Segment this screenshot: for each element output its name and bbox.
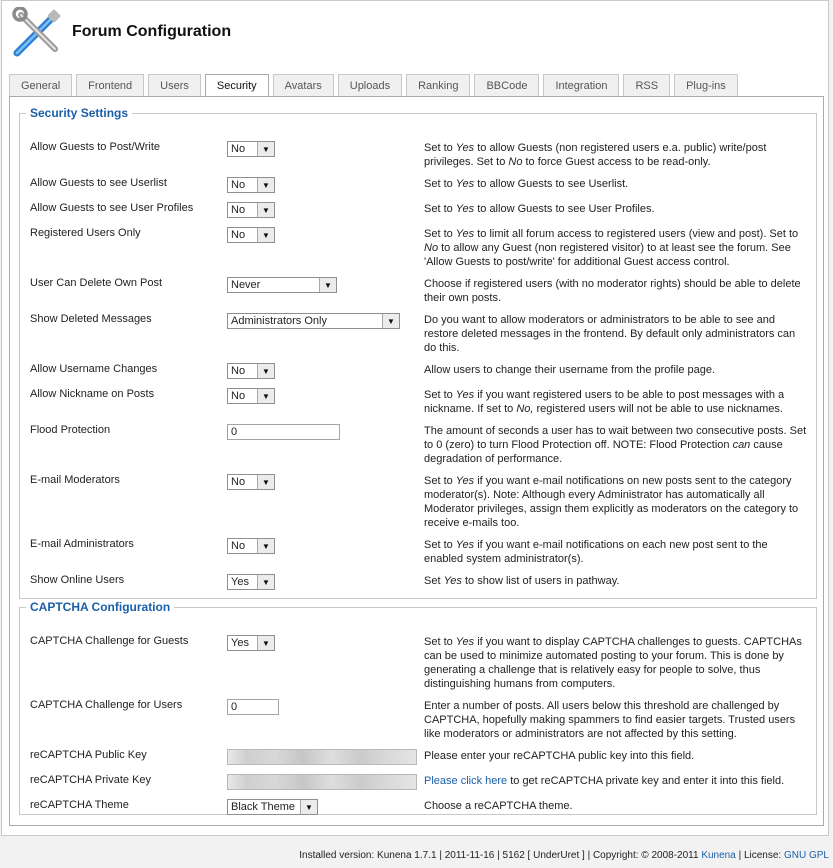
tab-rss[interactable]: RSS — [623, 74, 670, 96]
setting-description: Set to Yes if you want to display CAPTCHA challenges to guests. CAPTCHAs can be used to minimize automated posting to your forum. This is done by generating a challenge that is relatively easy for people to solve, thus distinguishing humans from computers. — [424, 636, 802, 690]
dropdown-arrow-icon: ▼ — [257, 636, 274, 650]
dropdown-arrow-icon: ▼ — [300, 800, 317, 814]
tab-general[interactable]: General — [9, 74, 72, 96]
select-value: No — [231, 390, 246, 402]
tab-plugins[interactable]: Plug-ins — [674, 74, 738, 96]
select-value: No — [231, 476, 246, 488]
email-moderators-select[interactable] — [227, 474, 275, 490]
select-value: No — [231, 204, 246, 216]
setting-label: Show Deleted Messages — [30, 313, 152, 325]
tab-security[interactable]: Security — [205, 74, 269, 98]
select-value: Yes — [231, 637, 249, 649]
setting-label: Show Online Users — [30, 574, 125, 586]
setting-description: The amount of seconds a user has to wait between two consecutive posts. Set to 0 (zero) to turn Flood Protection off. NOTE: Flood Protection can cause degradation of performance. — [424, 425, 807, 465]
show-deleted-select[interactable] — [227, 313, 400, 329]
setting-description: Allow users to change their username from the profile page. — [424, 364, 716, 376]
page-title: Forum Configuration — [72, 23, 232, 40]
delete-own-post-select[interactable] — [227, 277, 337, 293]
captcha-config-group — [19, 600, 817, 815]
header — [2, 1, 828, 65]
setting-description: Choose a reCAPTCHA theme. — [424, 800, 573, 812]
guests-post-select[interactable] — [227, 141, 275, 157]
email-administrators-select[interactable] — [227, 538, 275, 554]
show-online-users-select[interactable] — [227, 574, 275, 590]
setting-description: Enter a number of posts. All users below this threshold are challenged by CAPTCHA, hopefully making spammers to find easier targets. Trusted users like moderators or administrators are not affected by this setting. — [424, 700, 796, 740]
recaptcha-link[interactable]: Please click here — [424, 775, 508, 787]
setting-description: Set to Yes to limit all forum access to registered users (view and post). Set to No to allow any Guest (non registered visitor) to at least see the forum. See 'Allow Guests to post/write' for additional Guest access control. — [424, 228, 799, 268]
license-link[interactable]: GNU GPL — [783, 850, 829, 861]
select-value: No — [231, 229, 246, 241]
tab-ranking[interactable]: Ranking — [406, 74, 470, 96]
select-value: Never — [231, 279, 261, 291]
guests-userlist-select[interactable] — [227, 177, 275, 193]
tab-bar — [9, 74, 742, 97]
setting-label: E-mail Moderators — [30, 474, 120, 486]
setting-label: Allow Nickname on Posts — [30, 388, 155, 400]
setting-description: Please click here to get reCAPTCHA private key and enter it into this field. — [424, 775, 785, 787]
kunena-link[interactable]: Kunena — [701, 850, 736, 861]
select-value: Administrators Only — [231, 315, 327, 327]
tab-bbcode[interactable]: BBCode — [474, 74, 539, 96]
dropdown-arrow-icon: ▼ — [257, 389, 274, 403]
dropdown-arrow-icon: ▼ — [319, 278, 336, 292]
setting-description: Choose if registered users (with no moderator rights) should be able to delete their own posts. — [424, 278, 801, 304]
footer: Installed version: Kunena 1.7.1 | 2011-11-16 | 5162 [ UnderUret ] | Copyright: © 2008-2011 Kunena | License: GNU GPL — [299, 850, 829, 861]
setting-label: reCAPTCHA Theme — [30, 799, 129, 811]
setting-label: Allow Guests to Post/Write — [30, 141, 161, 153]
setting-description: Set Yes to show list of users in pathway. — [424, 575, 620, 587]
captcha-users-input[interactable]: 0 — [227, 699, 279, 715]
select-value: Black Theme — [231, 801, 295, 813]
setting-label: CAPTCHA Challenge for Guests — [30, 635, 189, 647]
tab-avatars[interactable]: Avatars — [273, 74, 334, 96]
dropdown-arrow-icon: ▼ — [257, 203, 274, 217]
setting-description: Set to Yes to allow Guests to see User Profiles. — [424, 203, 655, 215]
tools-logo-icon — [11, 7, 63, 59]
setting-label: reCAPTCHA Public Key — [30, 749, 147, 761]
setting-description: Set to Yes if you want registered users to be able to post messages with a nickname. If set to No, registered users will not be able to use nicknames. — [424, 389, 785, 415]
dropdown-arrow-icon: ▼ — [257, 178, 274, 192]
config-window — [1, 0, 829, 836]
tab-users[interactable]: Users — [148, 74, 201, 96]
security-settings-group — [19, 106, 817, 599]
select-value: Yes — [231, 576, 249, 588]
captcha-config-legend: CAPTCHA Configuration — [30, 600, 171, 614]
setting-description: Set to Yes to allow Guests to see Userlist. — [424, 178, 629, 190]
setting-label: User Can Delete Own Post — [30, 277, 163, 289]
nickname-posts-select[interactable] — [227, 388, 275, 404]
setting-label: Flood Protection — [30, 424, 111, 436]
dropdown-arrow-icon: ▼ — [382, 314, 399, 328]
setting-label: E-mail Administrators — [30, 538, 134, 550]
select-value: No — [231, 365, 246, 377]
setting-label: Allow Username Changes — [30, 363, 158, 375]
dropdown-arrow-icon: ▼ — [257, 364, 274, 378]
setting-description: Do you want to allow moderators or administrators to be able to see and restore deleted messages in the frontend. By default only administrators can do this. — [424, 314, 796, 354]
select-value: No — [231, 540, 246, 552]
tab-uploads[interactable]: Uploads — [338, 74, 402, 96]
tab-frontend[interactable]: Frontend — [76, 74, 144, 96]
setting-description: Set to Yes to allow Guests (non registered users e.a. public) write/post privileges. Set to No to force Guest access to be read-only. — [424, 142, 767, 168]
select-value: No — [231, 179, 246, 191]
setting-label: Allow Guests to see Userlist — [30, 177, 167, 189]
setting-label: CAPTCHA Challenge for Users — [30, 699, 183, 711]
security-settings-legend: Security Settings — [30, 106, 129, 120]
setting-label: Allow Guests to see User Profiles — [30, 202, 194, 214]
select-value: No — [231, 143, 246, 155]
registered-only-select[interactable] — [227, 227, 275, 243]
guests-profiles-select[interactable] — [227, 202, 275, 218]
dropdown-arrow-icon: ▼ — [257, 575, 274, 589]
flood-protection-input[interactable]: 0 — [227, 424, 340, 440]
dropdown-arrow-icon: ▼ — [257, 142, 274, 156]
recaptcha-public-key-input[interactable] — [227, 749, 417, 765]
setting-label: Registered Users Only — [30, 227, 141, 239]
setting-label: reCAPTCHA Private Key — [30, 774, 152, 786]
setting-description: Set to Yes if you want e-mail notifications on each new post sent to the enabled system administrator(s). — [424, 539, 768, 565]
security-panel — [9, 96, 824, 826]
setting-description: Set to Yes if you want e-mail notifications on new posts sent to the category moderator(s). Note: Although every Administrator has automatically all Moderator privileges, assign them explicitly as moderators on the category to receive e-mails too. — [424, 475, 799, 529]
setting-description: Please enter your reCAPTCHA public key into this field. — [424, 750, 695, 762]
recaptcha-theme-select[interactable] — [227, 799, 318, 815]
username-changes-select[interactable] — [227, 363, 275, 379]
dropdown-arrow-icon: ▼ — [257, 539, 274, 553]
dropdown-arrow-icon: ▼ — [257, 475, 274, 489]
tab-integration[interactable]: Integration — [543, 74, 619, 96]
recaptcha-private-key-input[interactable] — [227, 774, 417, 790]
dropdown-arrow-icon: ▼ — [257, 228, 274, 242]
captcha-guests-select[interactable] — [227, 635, 275, 651]
